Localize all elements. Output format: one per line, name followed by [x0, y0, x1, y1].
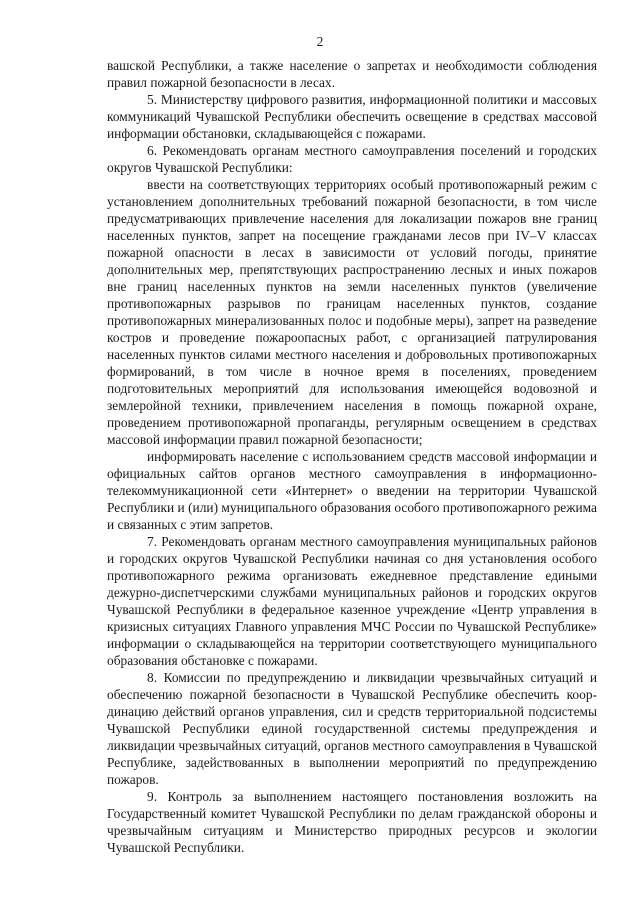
paragraph-item-5: 5. Министерству цифрового развития, информационной политики и массовых коммуникаций Чувашской Республики обеспечить освещение в средствах массовой информации обстановки, складывающейся с пожарами. [107, 92, 597, 141]
paragraph-item-7: 7. Рекомендовать органам местного самоуправления муниципальных районов и городских округов Чувашской Республики начиная со дня установления особого противопожарного режима организовать ежедневное представление едиными дежурно-диспетчерскими службами муниципальных районов и городских округов Чувашской Республики в федеральное казенное учреждение «Центр управления в кризисных ситуациях Главного управления МЧС России по Чувашской Республике» информации о складывающейся на территории соответствующего муниципального образования обстановке с пожарами. [107, 534, 597, 668]
paragraph-continuation: вашской Республики, а также население о запретах и необходимости соблюдения правил пожарной безопасности в лесах. [107, 58, 597, 90]
document-body [107, 57, 597, 856]
paragraph-item-9: 9. Контроль за выполнением настоящего постановления возложить на Государственный комитет Чувашской Республики по делам гражданской обороны и чрезвычайным ситуациям и Министерство природных ресурсов и экологии Чувашской Республики. [107, 789, 597, 855]
paragraph-item-6-inform-population: информировать население с использованием средств массовой информации и официальных сайтов органов местного самоуправления в информационно-телекоммуникационной сети «Интернет» о введении на территории Чувашской Республики и (или) муниципального образования особого противопожарного режима и связанных с этим запретов. [107, 449, 597, 532]
paragraph-item-8: 8. Комиссии по предупреждению и ликвидации чрезвычайных ситуаций и обеспечению пожарной безопасности в Чувашской Республике обеспечить координацию действий органов управления, сил и средств территориальной подсистемы Чувашской Республики единой государственной системы предупреждения и ликвидации чрезвычайных ситуаций, органов местного самоуправления в Чувашской Республике, задействованных в выполнении мероприятий по предупреждению пожаров. [107, 670, 597, 787]
paragraph-item-6-fire-regime: ввести на соответствующих территориях особый противопожарный режим с установлением дополнительных требований пожарной безопасности, в том числе предусматривающих привлечение населения для локализации пожаров вне границ населенных пунктов, запрет на посещение гражданами лесов при IV–V классах пожарной опасности в лесах в зависимости от условий погоды, принятие дополнительных мер, препятствующих распространению лесных и иных пожаров вне границ населенных пунктов на земли населенных пунктов (увеличение противопожарных разрывов по границам населенных пунктов, создание противопожарных минерализованных полос и подобные меры), запрет на разведение костров и проведение пожароопасных работ, с организацией патрулирования населенных пунктов силами местного населения и добровольных противопожарных формирований, в том числе в ночное время в поселениях, проведением подготовительных мероприятий для использования имеющейся водовозной и землеройной техники, привлечением населения в помощь пожарной охране, проведением противопожарной пропаганды, регулярным освещением в средствах массовой информации правил пожарной безопасности; [107, 177, 597, 447]
paragraph-item-6: 6. Рекомендовать органам местного самоуправления поселений и городских округов Чувашской Республики: [107, 143, 597, 175]
page-number: 2 [316, 34, 324, 49]
